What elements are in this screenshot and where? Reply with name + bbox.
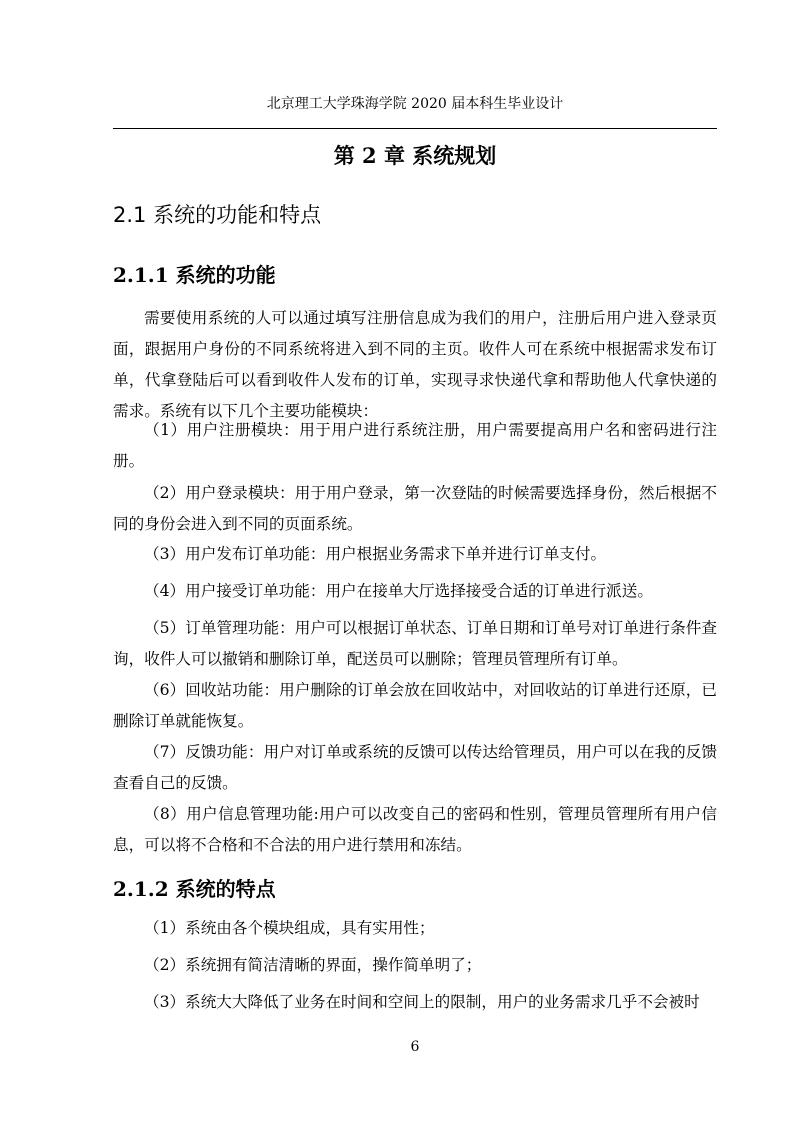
function-item-1: （1）用户注册模块：用于用户进行系统注册，用户需要提高用户名和密码进行注册。: [113, 421, 717, 470]
running-header: 北京理工大学珠海学院 2020 届本科生毕业设计: [266, 96, 564, 112]
page-number: 6: [410, 1039, 420, 1055]
feature-item-3: （3）系统大大降低了业务在时间和空间上的限制，用户的业务需求几乎不会被时: [144, 993, 700, 1011]
feature-item-2: （2）系统拥有简洁清晰的界面，操作简单明了；: [144, 956, 482, 974]
feature-item-1: （1）系统由各个模块组成，具有实用性；: [144, 919, 435, 937]
function-item-5: （5）订单管理功能：用户可以根据订单状态、订单日期和订单号对订单进行条件查询，收件人可以撤销和删除订单，配送员可以删除；管理员管理所有订单。: [113, 619, 717, 668]
section-heading-2-1-1: 2.1.1 系统的功能: [113, 263, 276, 287]
function-item-6: （6）回收站功能：用户删除的订单会放在回收站中，对回收站的订单进行还原，已删除订单就能恢复。: [113, 681, 717, 730]
function-item-8: （8）用户信息管理功能:用户可以改变自己的密码和性别，管理员管理所有用户信息，可以将不合格和不合法的用户进行禁用和冻结。: [113, 805, 717, 854]
intro-paragraph: 需要使用系统的人可以通过填写注册信息成为我们的用户，注册后用户进入登录页面，跟据用户身份的不同系统将进入到不同的主页。收件人可在系统中根据需求发布订单，代拿登陆后可以看到收件人发布的订单，实现寻求快递代拿和帮助他人代拿快递的需求。系统有以下几个主要功能模块：: [113, 309, 717, 420]
function-item-4: （4）用户接受订单功能：用户在接单大厅选择接受合适的订单进行派送。: [144, 582, 653, 600]
header-rule: [113, 128, 717, 129]
section-heading-2-1-2: 2.1.2 系统的特点: [113, 877, 276, 901]
function-item-3: （3）用户发布订单功能：用户根据业务需求下单并进行订单支付。: [144, 545, 607, 563]
function-item-7: （7）反馈功能：用户对订单或系统的反馈可以传达给管理员，用户可以在我的反馈查看自己的反馈。: [113, 743, 717, 792]
function-item-2: （2）用户登录模块：用于用户登录，第一次登陆的时候需要选择身份，然后根据不同的身份会进入到不同的页面系统。: [113, 484, 717, 533]
section-heading-2-1: 2.1 系统的功能和特点: [113, 203, 322, 227]
chapter-title: 第 2 章 系统规划: [333, 143, 497, 168]
